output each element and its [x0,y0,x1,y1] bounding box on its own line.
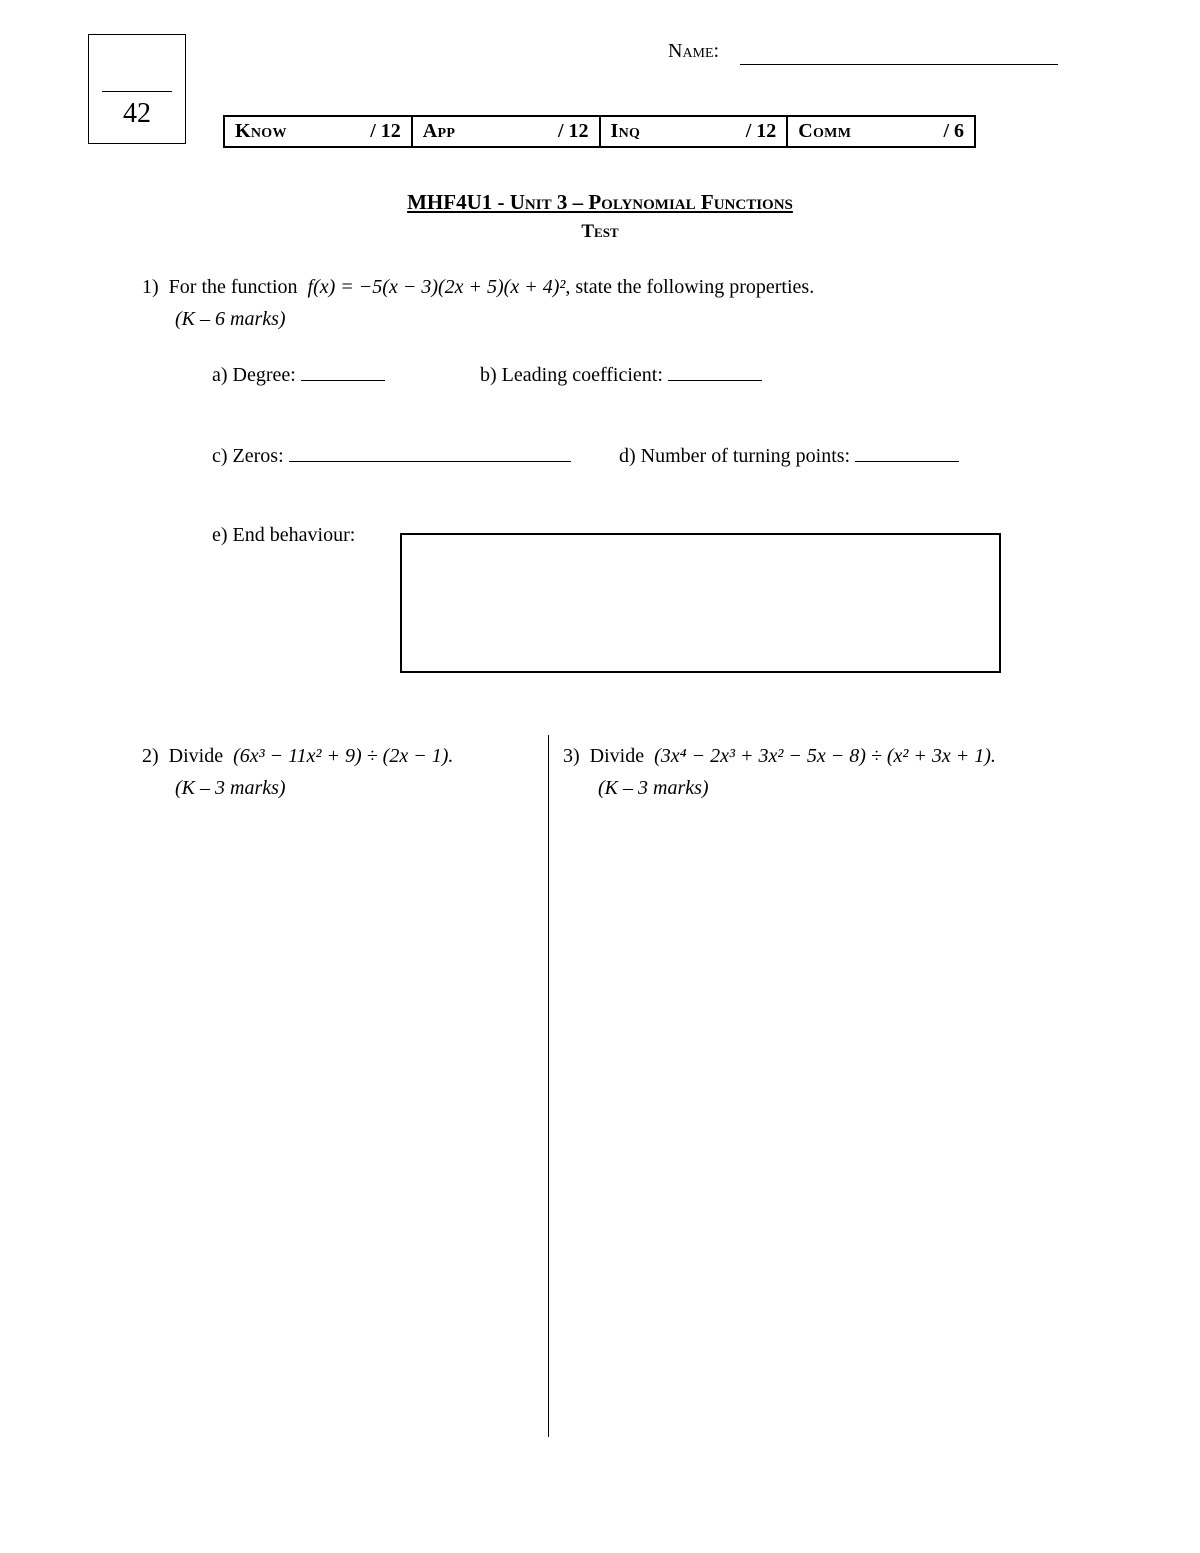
marks-out-of: / 12 [370,120,401,142]
part-label: a) Degree: [212,364,296,386]
question-number: 2) [142,745,159,767]
end-behaviour-answer-box[interactable] [400,533,1001,673]
question-3 [563,745,996,768]
score-total: 42 [123,98,151,129]
marks-cell-app [413,117,601,146]
question-number: 3) [563,745,580,767]
marks-cell-inq [601,117,789,146]
question-prompt: Divide [589,745,645,767]
question-number: 1) [142,276,159,298]
name-label: Name: [668,40,720,62]
page-title [0,190,1200,215]
part-d [619,443,959,468]
marks-category: App [422,120,456,142]
question-marks: (K – 6 marks) [175,308,286,330]
question-2 [142,745,453,768]
part-label: c) Zeros: [212,445,284,467]
part-c [212,443,571,468]
marks-category: Inq [610,120,641,142]
marks-category: Comm [798,120,852,142]
question-marks: (K – 3 marks) [175,777,286,799]
question-marks: (K – 3 marks) [598,777,709,799]
marks-cell-know [225,117,413,146]
part-label: d) Number of turning points: [619,445,851,467]
question-prompt: For the function [168,276,298,298]
marks-table [223,115,976,148]
marks-out-of: / 6 [943,120,964,142]
division-expression: (6x³ − 11x² + 9) ÷ (2x − 1). [233,745,454,767]
part-b [480,362,762,387]
function-expression: f(x) = −5(x − 3)(2x + 5)(x + 4)² [307,276,566,298]
name-field[interactable] [740,64,1058,65]
marks-out-of: / 12 [745,120,777,142]
part-e [212,524,355,547]
marks-cell-comm [788,117,974,146]
part-label: e) End behaviour: [212,524,356,546]
leading-coefficient-answer-blank[interactable] [668,362,762,381]
page-subtitle: Test [581,221,619,242]
marks-out-of: / 12 [557,120,589,142]
turning-points-answer-blank[interactable] [855,443,959,462]
part-label: b) Leading coefficient: [480,364,663,386]
part-a [212,362,385,387]
score-blank-line [102,91,172,92]
zeros-answer-blank[interactable] [289,443,571,462]
degree-answer-blank[interactable] [301,362,385,381]
question-prompt: Divide [168,745,224,767]
page-title-text: MHF4U1 - Unit 3 – Polynomial Functions [407,190,793,214]
question-prompt-suffix: , state the following properties. [565,276,815,298]
question-1 [142,276,814,299]
marks-category: Know [235,120,287,142]
division-expression: (3x⁴ − 2x³ + 3x² − 5x − 8) ÷ (x² + 3x + 1). [654,745,996,767]
column-divider [548,735,549,1437]
